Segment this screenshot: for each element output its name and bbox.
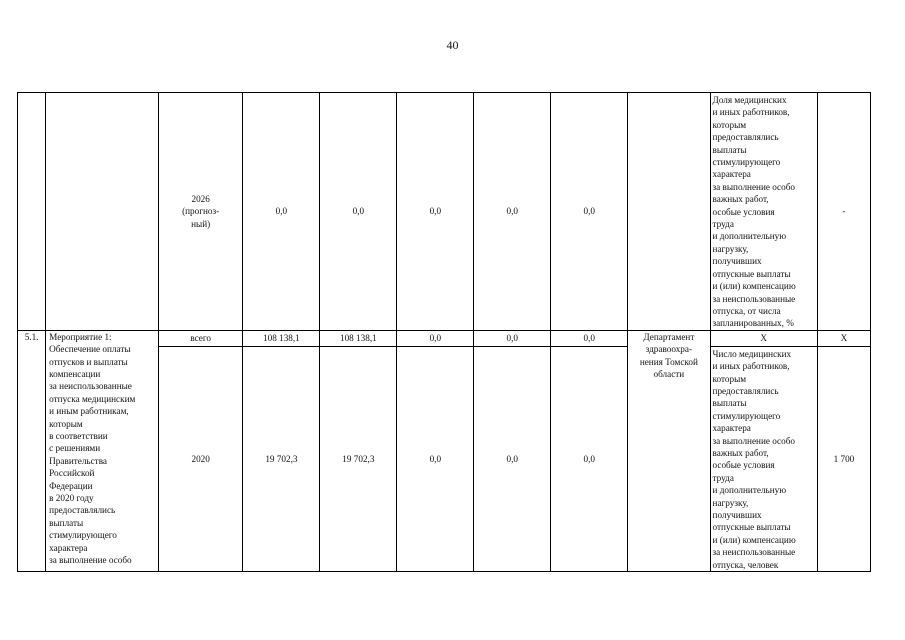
value-federal-cell: 108 138,1	[320, 330, 397, 346]
indicator-value-cell: -	[817, 93, 870, 331]
value-regional-cell: 0,0	[397, 93, 474, 331]
year-cell: всего	[158, 330, 243, 346]
table-row	[18, 93, 871, 331]
table-row	[18, 330, 871, 346]
activity-name-cell: Мероприятие 1: Обеспечение оплаты отпусков и выплаты компенсации за неиспользованные отпуска медицинским и иным работникам, которым в соответствии с решениями Правительства Российской Федерации в 2020 году предоставлялись выплаты стимулирующего характера за выполнение особо	[46, 330, 159, 571]
value-federal-cell: 19 702,3	[320, 346, 397, 571]
value-regional-cell: 0,0	[397, 330, 474, 346]
activity-name-cell	[46, 93, 159, 331]
value-total-cell: 19 702,3	[243, 346, 320, 571]
value-regional-cell: 0,0	[397, 346, 474, 571]
row-number-cell: 5.1.	[18, 330, 46, 571]
value-local-cell: 0,0	[474, 346, 551, 571]
indicator-cell: Х	[710, 330, 817, 346]
value-local-cell: 0,0	[474, 330, 551, 346]
executor-cell: Департамент здравоохра- нения Томской области	[628, 330, 710, 571]
year-cell: 2026 (прогноз- ный)	[158, 93, 243, 331]
indicator-value-cell: Х	[817, 330, 870, 346]
program-activities-table	[17, 92, 871, 572]
value-local-cell: 0,0	[474, 93, 551, 331]
value-federal-cell: 0,0	[320, 93, 397, 331]
value-other-cell: 0,0	[551, 346, 628, 571]
indicator-cell: Доля медицинских и иных работников, которым предоставлялись выплаты стимулирующего характера за выполнение особо важных работ, особые условия труда и дополнительную нагрузку, получивших отпускные выплаты и (или) компенсацию за неиспользованные отпуска, от числа запланированных, %	[710, 93, 817, 331]
year-cell: 2020	[158, 346, 243, 571]
page-number: 40	[446, 38, 459, 52]
value-other-cell: 0,0	[551, 330, 628, 346]
indicator-value-cell: 1 700	[817, 346, 870, 571]
indicator-cell: Число медицинских и иных работников, которым предоставлялись выплаты стимулирующего характера за выполнение особо важных работ, особые условия труда и дополнительную нагрузку, получивших отпускные выплаты и (или) компенсацию за неиспользованные отпуска, человек	[710, 346, 817, 571]
value-total-cell: 0,0	[243, 93, 320, 331]
value-total-cell: 108 138,1	[243, 330, 320, 346]
value-other-cell: 0,0	[551, 93, 628, 331]
executor-cell	[628, 93, 710, 331]
row-number-cell	[18, 93, 46, 331]
